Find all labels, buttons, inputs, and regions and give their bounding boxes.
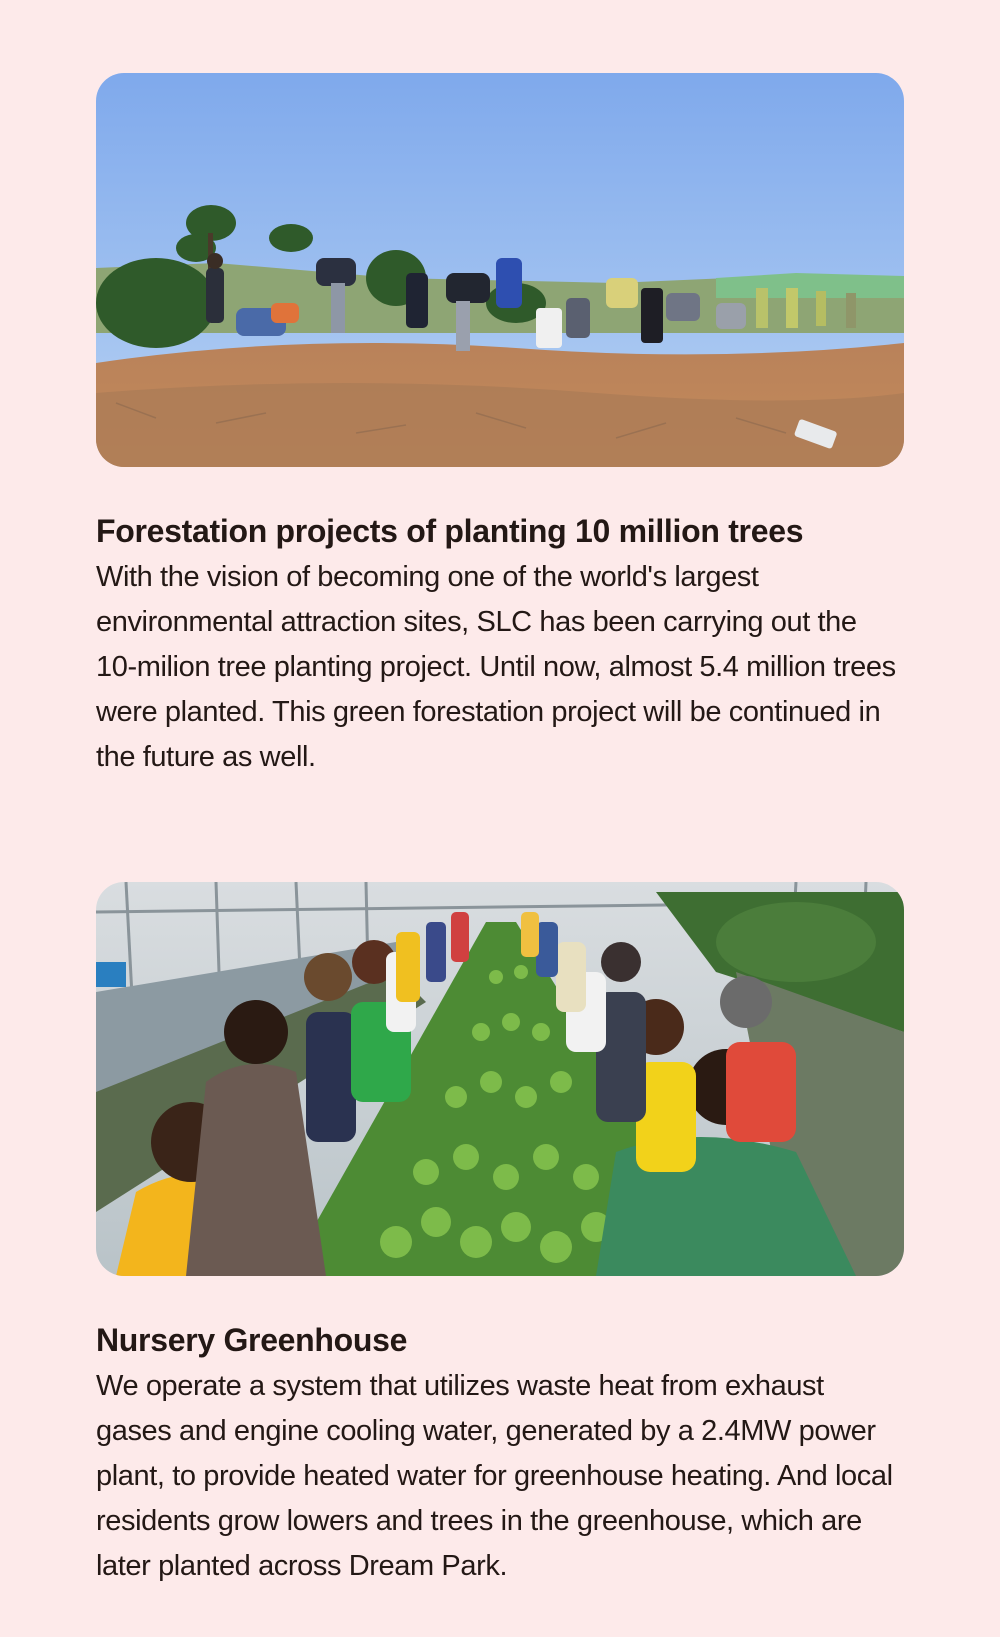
- section-title: Nursery Greenhouse: [96, 1322, 408, 1358]
- section-body: We operate a system that utilizes waste heat from exhaust gases and engine cooling water, generated by a 2.4MW power plant, to provide heated water for greenhouse heating. And local residents grow lowers and trees in the greenhouse, which are later planted across Dream Park.: [96, 1370, 893, 1582]
- nursery-greenhouse-photo: [96, 882, 904, 1276]
- section-body: With the vision of becoming one of the world's largest environmental attraction sites, SLC has been carrying out the 10-milion tree planting project. Until now, almost 5.4 million trees were planted. This green forestation project will be continued in the future as well.: [96, 561, 896, 773]
- forestation-photo: [96, 73, 904, 467]
- nursery-greenhouse-section: [96, 882, 904, 1589]
- section-title: Forestation projects of planting 10 million trees: [96, 513, 804, 549]
- forestation-photo-image: [96, 73, 904, 467]
- forestation-section: [96, 73, 904, 780]
- nursery-greenhouse-photo-image: [96, 882, 904, 1276]
